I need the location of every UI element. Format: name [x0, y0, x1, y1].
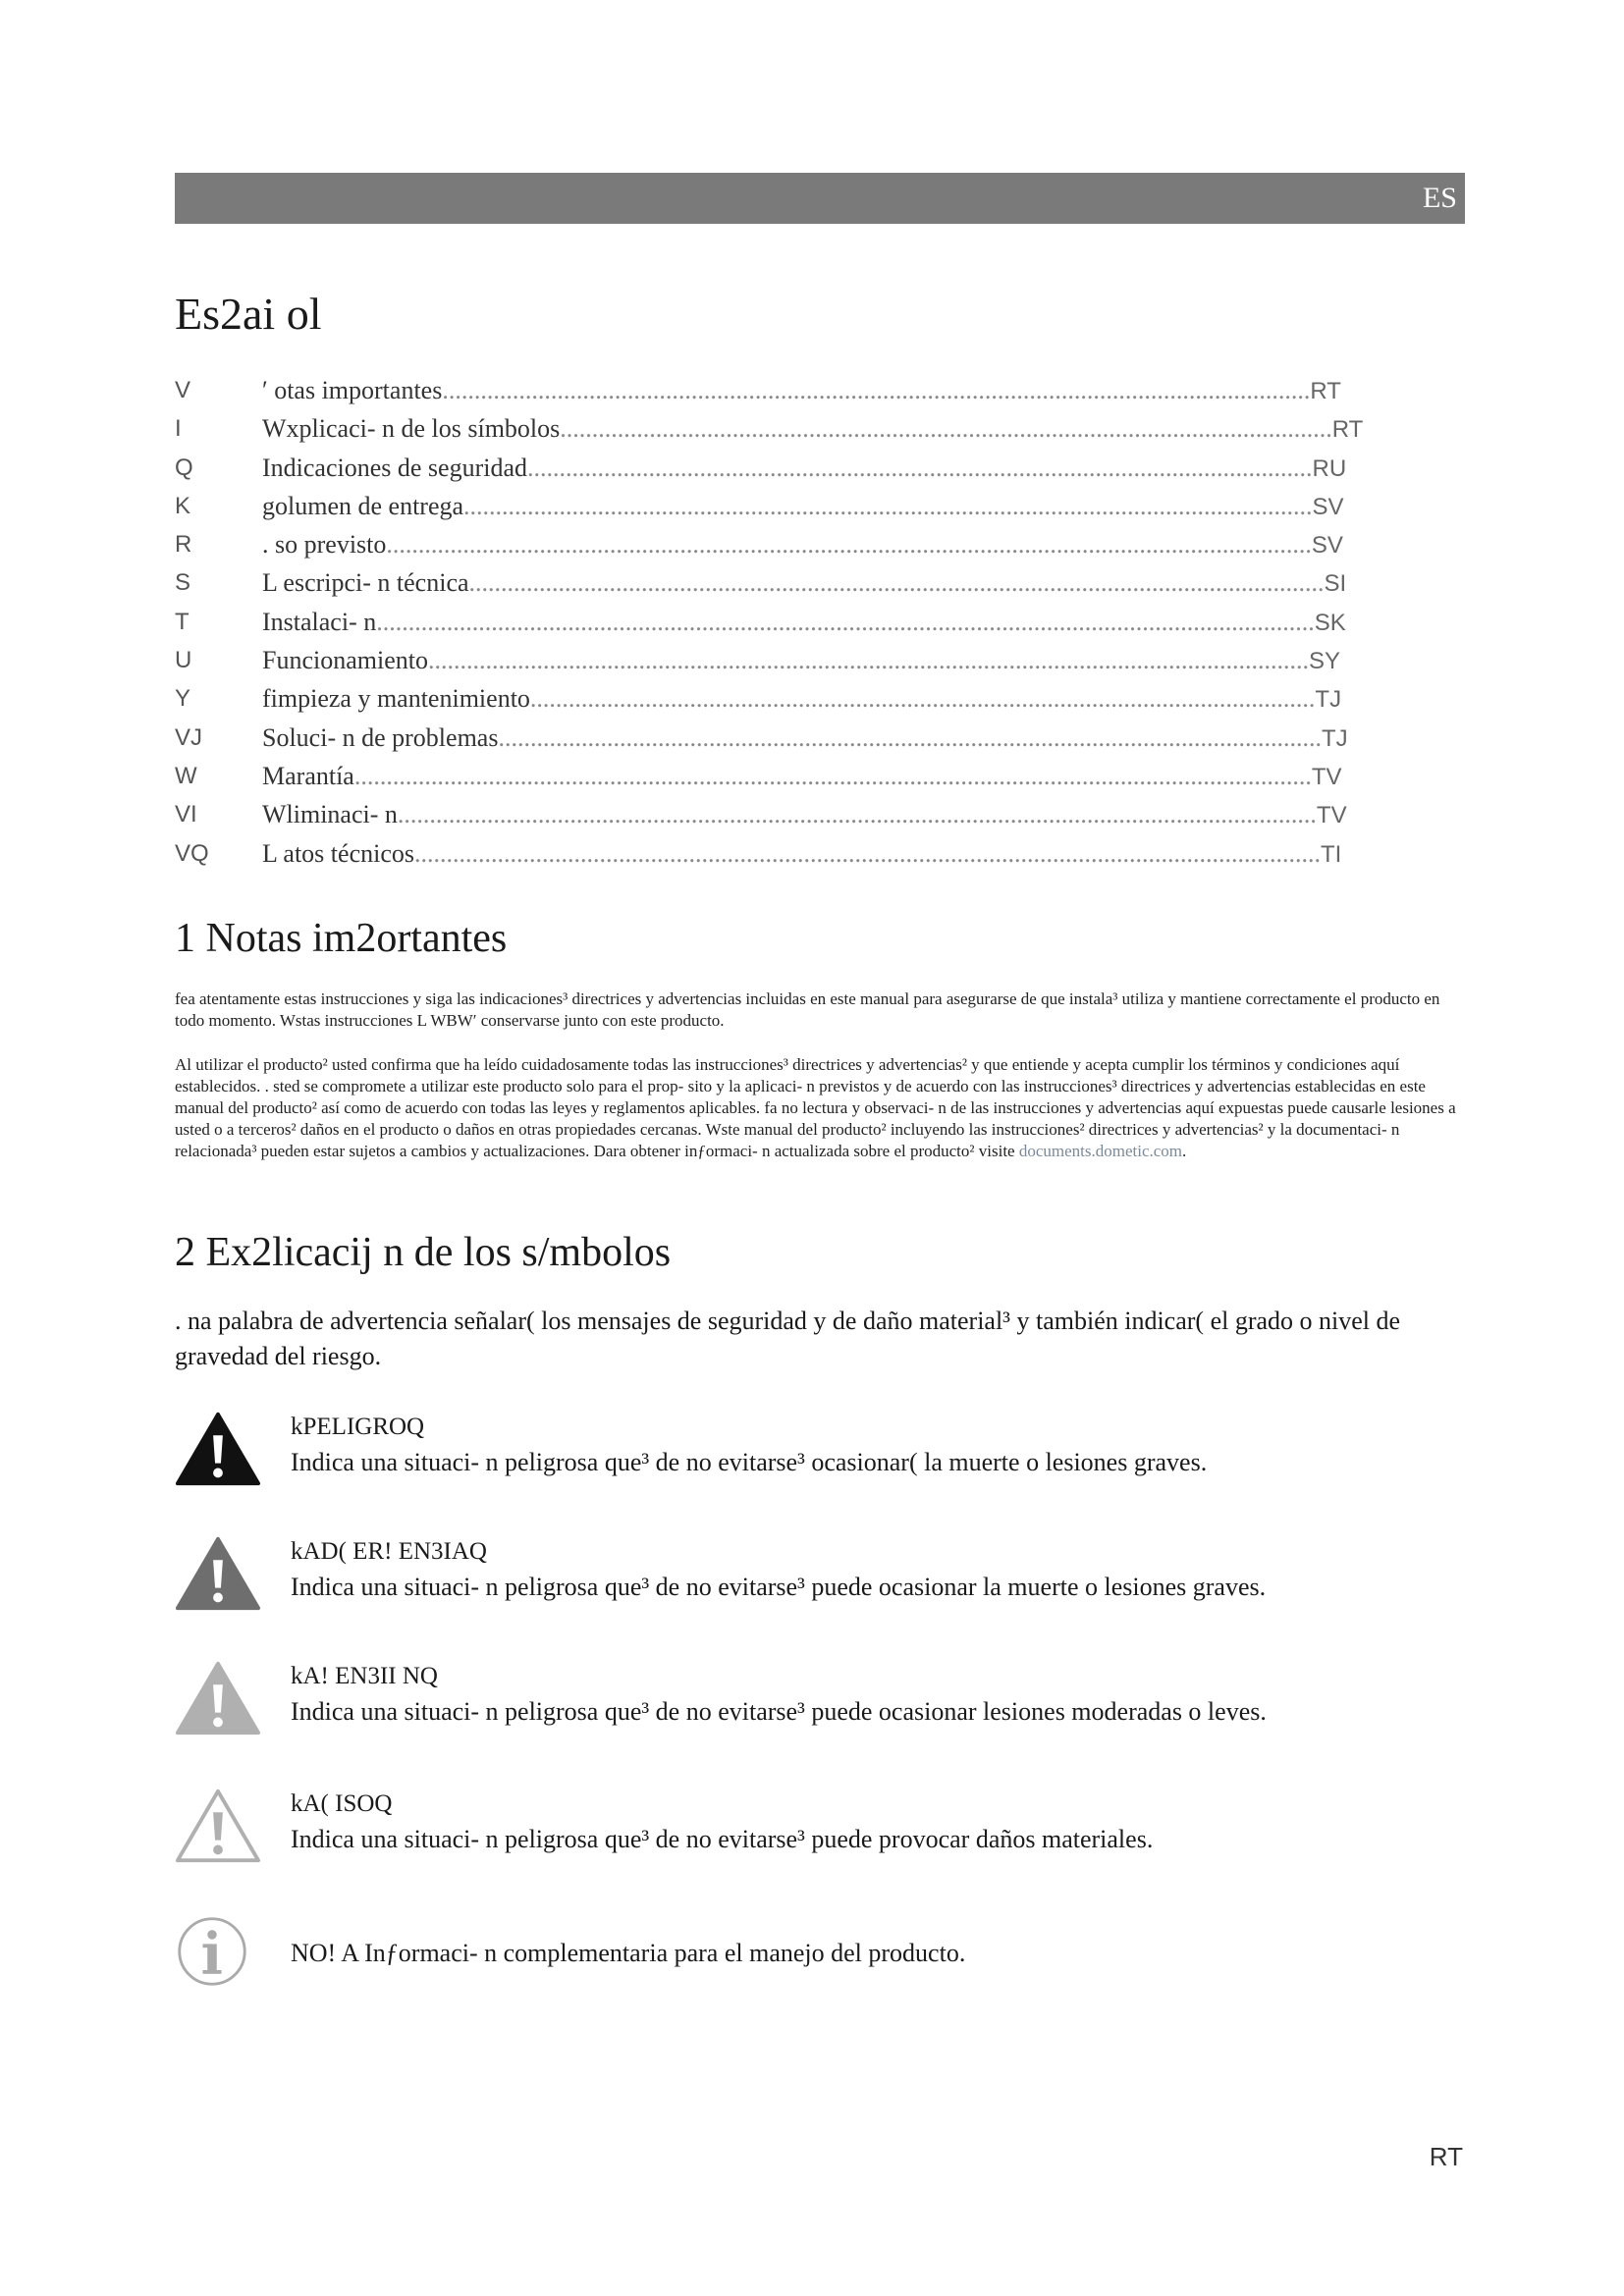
toc-row[interactable]	[175, 563, 1353, 602]
toc-row[interactable]	[175, 525, 1353, 563]
toc-number: Y	[175, 685, 191, 713]
toc-leader: .................................................................................................................................................	[386, 530, 1312, 560]
toc-page: SY	[1308, 648, 1340, 675]
toc-number: I	[175, 415, 182, 443]
toc-leader: ......................................................................................................................................	[468, 568, 1325, 598]
toc-label: ′ otas importantes	[262, 376, 443, 404]
symbol-text	[291, 1534, 1449, 1605]
toc-page: TI	[1320, 840, 1342, 868]
signal-word: kA! EN3II NQ	[291, 1663, 438, 1689]
toc-page: SI	[1324, 570, 1347, 598]
language-code: ES	[1422, 182, 1457, 214]
toc-page: RT	[1331, 416, 1364, 444]
toc-entry	[262, 679, 1341, 719]
signal-word: kA( ISOQ	[291, 1790, 393, 1817]
toc-row[interactable]	[175, 641, 1353, 679]
signal-word: kPELIGROQ	[291, 1414, 425, 1440]
danger-warning-icon	[175, 1410, 261, 1488]
signal-description: Indica una situaci- n peligrosa que³ de no evitarse³ puede ocasionar la muerte o lesiones graves.	[291, 1573, 1267, 1601]
toc-label: golumen de entrega	[262, 491, 464, 520]
signal-word: kAD( ER! EN3IAQ	[291, 1538, 487, 1565]
toc-label: fimpieza y mantenimiento	[262, 684, 530, 714]
toc-row[interactable]	[175, 757, 1353, 795]
toc-entry	[262, 409, 1363, 449]
toc-page: TV	[1316, 802, 1347, 829]
toc-row[interactable]	[175, 371, 1353, 409]
toc-entry	[262, 757, 1342, 796]
toc-leader: .................................................................................................................................	[498, 722, 1322, 752]
toc-row[interactable]	[175, 409, 1364, 448]
toc-leader: ........................................................................................................................................	[442, 376, 1311, 404]
toc-label: . so previsto	[262, 530, 387, 560]
warning-warning-icon	[175, 1534, 261, 1613]
toc-label: Instalaci- n	[262, 607, 377, 636]
toc-entry	[262, 795, 1347, 834]
toc-number: V	[175, 377, 191, 403]
toc-leader: ...........................................................................................................................	[529, 684, 1316, 714]
toc-leader: ...................................................................................................................................................	[376, 607, 1315, 636]
table-of-contents	[175, 371, 1364, 873]
toc-entry	[262, 371, 1341, 410]
note-text	[291, 1936, 1449, 1971]
toc-row[interactable]	[175, 603, 1353, 641]
toc-leader: ......................................................................................................................................................	[353, 761, 1312, 790]
toc-entry	[262, 487, 1344, 526]
toc-entry	[262, 603, 1346, 642]
notice-warning-icon	[175, 1787, 261, 1865]
toc-number: R	[175, 531, 192, 559]
toc-number: W	[175, 762, 197, 789]
language-title: Es2ai ol	[175, 289, 322, 339]
toc-page: RT	[1310, 378, 1341, 404]
toc-entry	[262, 719, 1348, 758]
signal-description: Indica una situaci- n peligrosa que³ de no evitarse³ puede provocar daños materiales.	[291, 1825, 1154, 1853]
toc-leader: ................................................................................................................................................	[397, 800, 1317, 829]
toc-number: U	[175, 647, 192, 674]
toc-label: L atos técnicos	[262, 838, 414, 868]
toc-row[interactable]	[175, 834, 1353, 873]
note-description: Inƒormaci- n complementaria para el manejo del producto.	[364, 1939, 966, 1967]
toc-number: K	[175, 492, 191, 519]
note-word: NO! A	[291, 1939, 358, 1967]
toc-row[interactable]	[175, 449, 1353, 487]
symbol-text	[291, 1787, 1449, 1857]
symbol-text	[291, 1659, 1449, 1730]
toc-page: SK	[1314, 609, 1346, 636]
toc-leader: .....................................................................................................................................	[463, 491, 1313, 520]
page-number: RT	[1429, 2142, 1463, 2171]
toc-label: Wxplicaci- n de los símbolos	[262, 414, 561, 444]
signal-description: Indica una situaci- n peligrosa que³ de no evitarse³ puede ocasionar lesiones moderadas o leves.	[291, 1697, 1267, 1726]
toc-label: L escripci- n técnica	[262, 568, 469, 598]
toc-row[interactable]	[175, 719, 1353, 757]
toc-label: Soluci- n de problemas	[262, 722, 499, 752]
signal-description: Indica una situaci- n peligrosa que³ de no evitarse³ ocasionar( la muerte o lesiones graves.	[291, 1448, 1208, 1476]
toc-number: VI	[175, 801, 197, 828]
caution-warning-icon	[175, 1659, 261, 1737]
toc-leader: ..........................................................................................................................................	[427, 646, 1309, 675]
toc-row[interactable]	[175, 487, 1353, 525]
paragraph-end: .	[1182, 1142, 1187, 1160]
section-1-paragraph-1: fea atentamente estas instrucciones y siga las indicaciones³ directrices y advertencias incluidas en este manual para asegurarse de que instala³ utiliza y mantiene correctamente el producto en todo momento. Wstas instrucciones L WBW′ conservarse junto con este producto.	[175, 989, 1440, 1030]
section-1-title: 1 Notas im2ortantes	[175, 916, 508, 961]
toc-page: SV	[1312, 493, 1344, 520]
toc-number: S	[175, 569, 191, 597]
toc-row[interactable]	[175, 795, 1353, 833]
toc-label: Indicaciones de seguridad	[262, 453, 528, 482]
toc-page: TV	[1311, 763, 1342, 790]
toc-leader: ...........................................................................................................................	[527, 453, 1313, 482]
toc-label: Wliminaci- n	[262, 800, 398, 829]
toc-page: RU	[1312, 454, 1347, 482]
toc-page: SV	[1311, 532, 1343, 560]
symbol-text	[291, 1410, 1449, 1480]
section-1-paragraph-2-text: Al utilizar el producto² usted confirma que ha leído cuidadosamente todas las instrucciones³ directrices y advertencias² y que entiende y acepta cumplir los términos y condiciones aquí establecidos. . sted se compromete a utilizar este producto solo para el prop- sito y la aplicaci- n previstos y de acuerdo con las instrucciones³ directrices y advertencias establecidas en este manual del producto² así como de acuerdo con todas las leyes y reglamentos aplicables. fa no lectura y observaci- n de las instrucciones y advertencias aquí expuestas puede causarle lesiones a usted o a terceros² daños en el producto o daños en otras propiedades cercanas. Wste manual del producto² incluyendo las instrucciones² directrices y advertencias² y la documentaci- n relacionada³ pueden estar sujetos a cambios y actualizaciones. Dara obtener inƒormaci- n actualizada sobre el producto² visite	[175, 1055, 1456, 1160]
toc-leader: ..............................................................................................................................................	[413, 838, 1321, 868]
header-bar	[175, 173, 1465, 224]
toc-entry	[262, 641, 1340, 680]
symbols-intro: . na palabra de advertencia señalar( los mensajes de seguridad y de daño material³ y también indicar( el grado o nivel de gravedad del riesgo.	[175, 1307, 1401, 1370]
toc-number: T	[175, 608, 189, 635]
toc-page: TJ	[1321, 724, 1348, 752]
info-icon	[175, 1914, 249, 1989]
toc-entry	[262, 834, 1341, 874]
toc-number: Q	[175, 454, 193, 481]
toc-leader: .........................................................................................................................	[560, 414, 1332, 444]
section-1-paragraph-2	[175, 1054, 1461, 1162]
toc-entry	[262, 525, 1343, 564]
toc-entry	[262, 449, 1346, 488]
section-2-title: 2 Ex2licacij n de los s/mbolos	[175, 1230, 672, 1275]
toc-number: VJ	[175, 723, 203, 751]
toc-label: Funcionamiento	[262, 646, 428, 675]
toc-number: VQ	[175, 839, 209, 867]
toc-row[interactable]	[175, 679, 1353, 718]
documents-link[interactable]: documents.dometic.com	[1018, 1142, 1183, 1160]
toc-page: TJ	[1315, 686, 1342, 714]
toc-label: Marantía	[262, 761, 354, 790]
toc-entry	[262, 563, 1346, 603]
